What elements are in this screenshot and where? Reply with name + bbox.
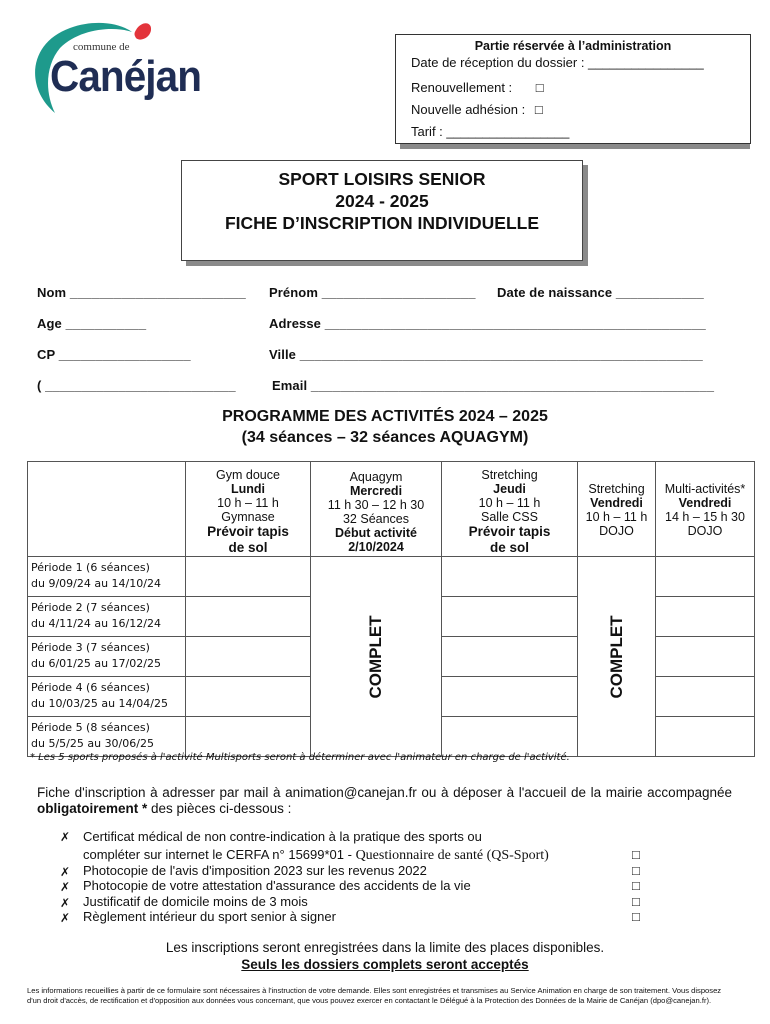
fiche-text-bold: obligatoirement * <box>37 801 148 816</box>
activities-table <box>27 461 755 757</box>
admin-date-reception: Date de réception du dossier : ________________ <box>411 55 704 70</box>
checkbox-imposition[interactable]: □ <box>632 863 640 878</box>
header-activity-name: Multi-activités* <box>664 482 746 496</box>
checklist-item-cerfa <box>83 847 549 864</box>
periode-label <box>28 717 186 757</box>
prenom-field[interactable]: Prénom _____________________ <box>269 285 476 300</box>
cerfa-questionnaire: Questionnaire de santé (QS-Sport) <box>355 848 549 863</box>
header-note: de sol <box>489 540 529 555</box>
cell-stretching-jeudi[interactable] <box>442 677 578 717</box>
periode-title: Période 5 (8 séances) <box>31 721 150 734</box>
nom-field[interactable]: Nom ________________________ <box>37 285 246 300</box>
periode-dates: du 9/09/24 au 14/10/24 <box>31 577 161 590</box>
header-place: DOJO <box>599 524 634 538</box>
cp-field[interactable]: CP __________________ <box>37 347 191 362</box>
stretching-vendredi-complet-cell <box>578 557 656 757</box>
header-stretching-jeudi <box>442 462 578 557</box>
date-naissance-field[interactable]: Date de naissance ____________ <box>497 285 704 300</box>
ville-field[interactable]: Ville _______________________________________________________ <box>269 347 703 362</box>
periode-label <box>28 597 186 637</box>
header-day: Vendredi <box>590 496 643 510</box>
logo-canejan: Canéjan <box>50 52 202 101</box>
header-place: Salle CSS <box>481 510 538 524</box>
header-empty-cell <box>28 462 186 557</box>
admin-nouvelle-label: Nouvelle adhésion : <box>411 102 526 117</box>
checklist-item-assurance: Photocopie de votre attestation d'assurance des accidents de la vie <box>83 878 471 893</box>
checklist-item-imposition: Photocopie de l'avis d'imposition 2023 sur les revenus 2022 <box>83 863 427 878</box>
periode-title: Période 3 (7 séances) <box>31 641 150 654</box>
header-place: Gymnase <box>221 510 275 524</box>
header-multi-activites <box>656 462 755 557</box>
cell-multi-activites[interactable] <box>656 597 755 637</box>
header-sessions: 32 Séances <box>342 512 410 526</box>
title-box <box>181 160 583 261</box>
logo-commune-de: commune de <box>73 41 130 53</box>
header-activity-name: Gym douce <box>216 468 280 482</box>
cell-stretching-jeudi[interactable] <box>442 637 578 677</box>
table-row-periode-1 <box>28 557 755 597</box>
complet-label: COMPLET <box>366 614 385 699</box>
nouvelle-checkbox[interactable]: □ <box>534 102 543 117</box>
dossiers-complets-text: Seuls les dossiers complets seront acceptés <box>241 957 529 972</box>
cross-mark: ✗ <box>60 896 71 910</box>
header-note: Prévoir tapis <box>207 524 289 539</box>
renouvellement-checkbox[interactable]: □ <box>535 80 544 95</box>
cell-multi-activites[interactable] <box>656 637 755 677</box>
periode-dates: du 6/01/25 au 17/02/25 <box>31 657 161 670</box>
admin-title: Partie réservée à l’administration <box>474 39 672 53</box>
complet-label: COMPLET <box>606 614 626 699</box>
fiche-instructions <box>37 785 732 817</box>
header-stretching-vendredi <box>578 462 656 557</box>
admin-renouvellement-label: Renouvellement : <box>411 80 513 95</box>
cell-multi-activites[interactable] <box>656 717 755 757</box>
cell-gym-douce[interactable] <box>186 557 311 597</box>
cell-gym-douce[interactable] <box>186 717 311 757</box>
header-time: 10 h – 11 h <box>585 510 648 524</box>
periode-label <box>28 637 186 677</box>
cerfa-text: compléter sur internet le CERFA n° 15699*01 - <box>83 847 356 862</box>
periode-dates: du 4/11/24 au 16/12/24 <box>31 617 161 630</box>
header-time: 10 h – 11 h <box>478 496 541 510</box>
checkbox-reglement[interactable]: □ <box>632 909 640 924</box>
periode-title: Période 2 (7 séances) <box>31 601 150 614</box>
title-line-3: FICHE D’INSCRIPTION INDIVIDUELLE <box>224 213 540 233</box>
periode-dates: du 10/03/25 au 14/04/25 <box>31 697 168 710</box>
header-day: Lundi <box>230 482 265 496</box>
checklist-item-reglement: Règlement intérieur du sport senior à signer <box>83 909 336 924</box>
periode-title: Période 4 (6 séances) <box>31 681 150 694</box>
header-aquagym <box>311 462 442 557</box>
fiche-text-c: des pièces ci-dessous : <box>147 801 292 816</box>
header-place: DOJO <box>687 524 723 538</box>
header-activity-name: Stretching <box>481 468 538 482</box>
periode-label <box>28 557 186 597</box>
header-day: Mercredi <box>349 484 403 498</box>
header-note: 2/10/2024 <box>348 540 404 554</box>
admin-tarif: Tarif : _________________ <box>411 124 570 139</box>
header-note: Début activité <box>335 526 417 540</box>
age-field[interactable]: Age ___________ <box>37 316 147 331</box>
gdpr-footer: Les informations recueillies à partir de ce formulaire sont nécessaires à l'instruction de votre demande. Elles sont enregistrées et transmises au Service Animation en charge de son traitement. Vous disposez d'un droit d'accès, de rectification et d'opposition aux données vous concernant, que vous pouvez exercer en contactant le Délégué à la Protection des Données de la Mairie de Canéjan (dpo@canejan.fr). <box>27 986 722 1005</box>
programme-title: PROGRAMME DES ACTIVITÉS 2024 – 2025 <box>222 408 548 425</box>
cell-stretching-jeudi[interactable] <box>442 597 578 637</box>
header-time: 11 h 30 – 12 h 30 <box>327 498 425 512</box>
header-day: Jeudi <box>493 482 526 496</box>
admin-renouvellement-row <box>411 77 750 99</box>
header-note: de sol <box>228 540 268 555</box>
checklist-item-certificat: Certificat médical de non contre-indication à la pratique des sports ou <box>83 829 482 844</box>
title-line-1: SPORT LOISIRS SENIOR <box>278 169 486 189</box>
admin-reserved-box <box>395 34 751 144</box>
header-activity-name: Stretching <box>588 482 645 496</box>
cross-mark: ✗ <box>60 830 71 844</box>
checkbox-assurance[interactable]: □ <box>632 878 640 893</box>
aquagym-complet-cell <box>311 557 442 757</box>
admin-nouvelle-row <box>411 99 750 121</box>
cell-stretching-jeudi[interactable] <box>442 557 578 597</box>
email-field[interactable]: Email _______________________________________________________ <box>272 378 715 393</box>
periode-label <box>28 677 186 717</box>
places-limit-text: Les inscriptions seront enregistrées dans la limite des places disponibles. <box>165 940 605 955</box>
fiche-text-a: Fiche d'inscription à adresser par mail à animation@canejan.fr ou à déposer à l'accueil de la mairie accompagnée <box>37 785 732 800</box>
periode-title: Période 1 (6 séances) <box>31 561 150 574</box>
programme-subtitle: (34 séances – 32 séances AQUAGYM) <box>241 429 529 446</box>
cross-mark: ✗ <box>60 911 71 925</box>
checkbox-certificat[interactable]: □ <box>632 847 640 862</box>
cross-mark: ✗ <box>60 880 71 894</box>
header-note: Prévoir tapis <box>468 524 551 539</box>
cell-multi-activites[interactable] <box>656 677 755 717</box>
cross-mark: ✗ <box>60 865 71 879</box>
cell-stretching-jeudi[interactable] <box>442 717 578 757</box>
header-time: 14 h – 15 h 30 <box>665 510 745 524</box>
telephone-field[interactable]: ( __________________________ <box>37 378 236 393</box>
cell-gym-douce[interactable] <box>186 637 311 677</box>
header-activity-name: Aquagym <box>349 470 403 484</box>
checkbox-domicile[interactable]: □ <box>632 894 640 909</box>
title-line-2: 2024 - 2025 <box>335 191 429 211</box>
checklist-item-domicile: Justificatif de domicile moins de 3 mois <box>83 894 308 909</box>
cell-gym-douce[interactable] <box>186 597 311 637</box>
header-day: Vendredi <box>678 496 732 510</box>
header-gym-douce <box>186 462 311 557</box>
table-header-row <box>28 462 755 557</box>
multisports-note: * Les 5 sports proposés à l'activité Multisports seront à déterminer avec l'animateur en charge de l'activité. <box>30 752 570 763</box>
cell-gym-douce[interactable] <box>186 677 311 717</box>
cell-multi-activites[interactable] <box>656 557 755 597</box>
header-time: 10 h – 11 h <box>217 496 279 510</box>
programme-heading <box>0 406 770 448</box>
periode-dates: du 5/5/25 au 30/06/25 <box>31 737 154 750</box>
adresse-field[interactable]: Adresse ____________________________________________________ <box>269 316 706 331</box>
